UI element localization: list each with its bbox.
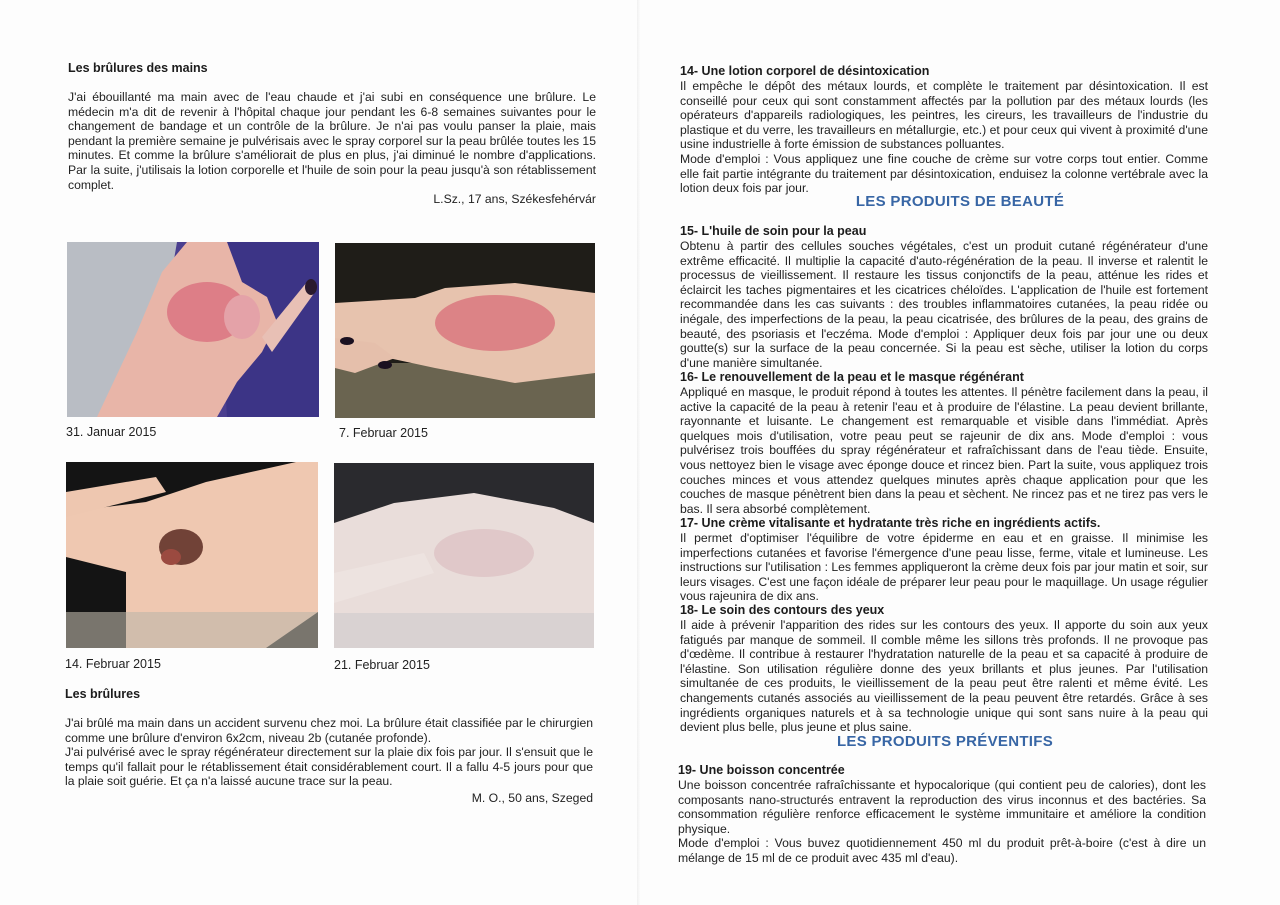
section-heading-beauty: LES PRODUITS DE BEAUTÉ	[855, 193, 1065, 210]
photo-burn-feb-7	[335, 243, 595, 418]
product-item-mode: Mode d'emploi : Vous buvez quotidiennement 450 ml du produit prêt-à-boire (c'est à dire un mélange de 15 ml de ce produit avec 435 ml d'eau).	[678, 836, 1206, 865]
photo-caption: 7. Februar 2015	[339, 426, 428, 440]
product-item-17	[680, 516, 1208, 604]
story-hand-burns-signature: L.Sz., 17 ans, Székesfehérvár	[433, 192, 596, 207]
product-item-title: 15- L'huile de soin pour la peau	[680, 224, 867, 238]
story-hand-burns-text: J'ai ébouillanté ma main avec de l'eau chaude et j'ai subi en conséquence une brûlure. Le médecin m'a dit de revenir à l'hôpital chaque jour pendant les 6-8 semaines suivantes pour le changement de bandage et un contrôle de la brûlure. Je n'ai pas voulu panser la plaie, mais pendant la première semaine je pulvérisais avec le spray corporel sur la peau brûlée toutes les 15 minutes. Et comme la brûlure s'améliorait de plus en plus, j'ai diminué le nombre d'applications. Par la suite, j'utilisais la lotion corporelle et l'huile de soin pour la peau jusqu'à son rétablissement complet.	[68, 90, 596, 192]
story-burns	[65, 687, 593, 805]
photo-burn-feb-21	[334, 463, 594, 648]
product-item-mode: Mode d'emploi : Vous appliquez une fine couche de crème sur votre corps tout entier. Comme elle fait partie intégrante du traitement par désintoxication, enduisez la colonne vertébrale avec la lotion deux fois par jour.	[680, 151, 1208, 196]
product-item-text: Il permet d'optimiser l'équilibre de votre épiderme en eau et en graisse. Il minimise les imperfections cutanées et favorise l'émergence d'une peau lisse, ferme, vitale et lumineuse. Les instructions sur l'utilisation : Les femmes appliqueront la crème deux fois par jour matin et soir, sur leurs visages. C'est une façon idéale de préparer leur peau pour le maquillage. Un usage régulier vous rajeunira de dix ans.	[680, 531, 1208, 604]
section-heading-preventive: LES PRODUITS PRÉVENTIFS	[836, 733, 1054, 750]
product-item-text: Obtenu à partir des cellules souches végétales, c'est un produit cutané régénérateur d'une extrême efficacité. Il multiplie la capacité d'auto-régénération de la peau. Il inverse et ralentit le processus de vieillissement. Il restaure les tissus conjonctifs de la peau, atténue les rides et éclaircit les taches pigmentaires et les cicatrices chéloïdes. L'application de l'huile est fortement recommandée dans les cas suivants : des troubles inflammatoires cutanées, la peau ridée ou inégale, des imperfections de la peau, la peau cicatrisée, des brûlures de la peau, des grains de beauté, des psoriasis et l'eczéma. Mode d'emploi : Appliquer deux fois par jour une ou deux goutte(s) sur la surface de la peau concernée. Si la peau est sèche, utiliser la lotion du corps d'une manière simultanée.	[680, 239, 1208, 370]
product-item-19	[678, 763, 1206, 866]
product-item-title: 19- Une boisson concentrée	[678, 763, 845, 777]
story-burns-signature: M. O., 50 ans, Szeged	[471, 790, 593, 805]
photo-caption: 14. Februar 2015	[65, 657, 161, 671]
story-hand-burns-title: Les brûlures des mains	[68, 61, 208, 75]
product-item-title: 17- Une crème vitalisante et hydratante très riche en ingrédients actifs.	[680, 516, 1101, 530]
story-hand-burns	[68, 61, 596, 206]
product-item-text: Il aide à prévenir l'apparition des rides sur les contours des yeux. Il apporte du soin aux yeux fatigués par manque de sommeil. Il comble même les sillons très profonds. Il ne provoque pas d'œdème. Il contribue à restaurer l'hydratation naturelle de la peau et sa capacité à produire de l'élastine. Son utilisation régulière donne des yeux brillants et plus jeunes. Par l'utilisation simultanée de ces produits, le vieillissement de la peau peut être ralenti et même évité. Les changements cutanés associés au vieillissement de la peau peuvent être retardés. Grâce à ses ingrédients organiques naturels et à sa technologie unique qui sont sans nuire à la peau qui devient plus belle, plus jeune et plus saine.	[680, 618, 1208, 735]
product-item-title: 18- Le soin des contours des yeux	[680, 603, 885, 617]
story-burns-text-1: J'ai brûlé ma main dans un accident survenu chez moi. La brûlure était classifiée par le chirurgien comme une brûlure d'environ 6x2cm, niveau 2b (cutanée profonde).	[65, 716, 593, 745]
product-item-18	[680, 603, 1208, 735]
photo-caption: 21. Februar 2015	[334, 658, 430, 672]
story-burns-text-2: J'ai pulvérisé avec le spray régénérateur directement sur la plaie dix fois par jour. Il s'ensuit que le temps qu'il fallait pour le rétablissement était considérablement court. Il a fallu 4-5 jours pour que la plaie soit guérie. Et ça n'a laissé aucune trace sur la peau.	[65, 745, 593, 789]
photo-burn-feb-14	[66, 462, 318, 648]
photo-burn-jan-31	[67, 242, 319, 417]
photo-caption: 31. Januar 2015	[66, 425, 157, 439]
product-item-15	[680, 224, 1208, 370]
product-item-title: 16- Le renouvellement de la peau et le masque régénérant	[680, 370, 1024, 384]
product-item-text: Appliqué en masque, le produit répond à toutes les attentes. Il pénètre facilement dans la peau, il active la capacité de la peau à retenir l'eau et à produire de l'élastine. La peau devient brillante, rayonnante et luisante. Le changement est remarquable et visible dans l'immédiat. Après quelques mois d'utilisation, votre peau peut se rajeunir de dix ans. Mode d'emploi : vous pulvérisez trois bouffées du spray régénérateur et rafraîchissant dans de l'eau tiède. Ensuite, vous nettoyez bien le visage avec éponge douce et rincez bien. Part la suite, vous appliquez trois couches minces et vous attendez quelques minutes après chaque application pour que les couches de masque pénètrent bien dans la peau et sèchent. Ne rincez pas et ne tirez pas vers le bas. Il sera absorbé complètement.	[680, 385, 1208, 516]
product-item-16	[680, 370, 1208, 516]
product-item-text: Une boisson concentrée rafraîchissante et hypocalorique (qui contient peu de calories), dont les composants nano-structurés entravent la reproduction des virus inconnus et des bactéries. Sa consommation régulière renforce efficacement le système immunitaire et améliore la condition physique.	[678, 778, 1206, 836]
product-item-title: 14- Une lotion corporel de désintoxication	[680, 64, 930, 78]
product-item-text: Il empêche le dépôt des métaux lourds, et complète le traitement par désintoxication. Il est conseillé pour ceux qui sont constamment affectés par la pollution par des métaux lourds (les opérateurs d'appareils radiologiques, les peintres, les cireurs, les travailleurs de l'industrie du plastique et du verre, les travailleurs en métallurgie, etc.) et pour ceux qui vivent à proximité d'une usine industrielle à forte émission de substances polluantes.	[680, 79, 1208, 152]
product-item-14	[680, 64, 1208, 196]
story-burns-title: Les brûlures	[65, 687, 141, 701]
